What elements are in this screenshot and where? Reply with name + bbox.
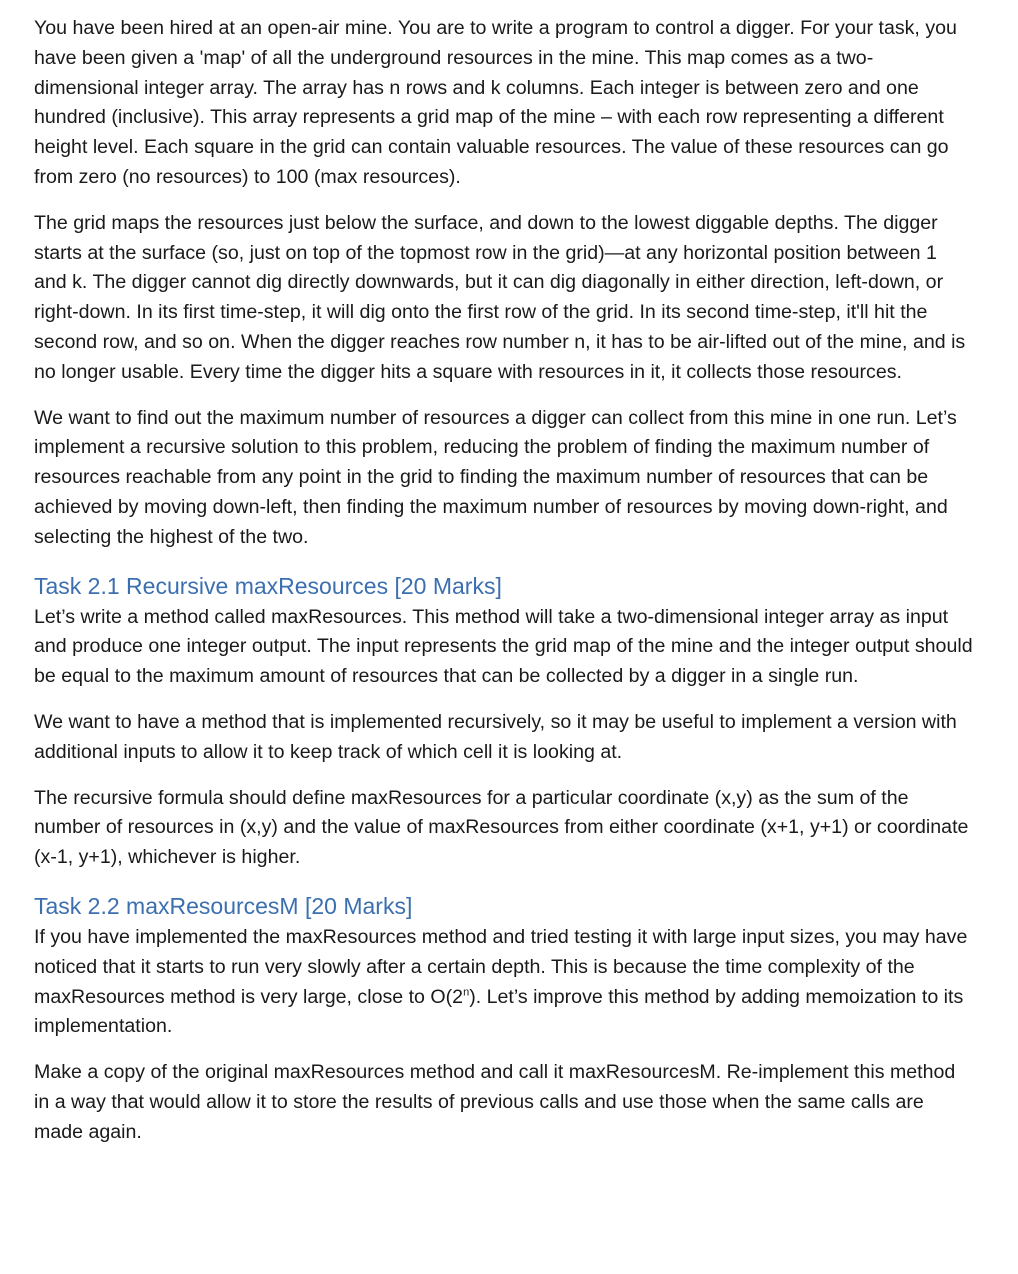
document-page xyxy=(34,14,974,1164)
task-2-2-paragraph-1 xyxy=(34,923,974,1042)
task-2-1-heading: Task 2.1 Recursive maxResources [20 Marks] xyxy=(34,572,502,599)
task-2-1-paragraph-3: The recursive formula should define maxResources for a particular coordinate (x,y) as the sum of the number of resources in (x,y) and the value of maxResources from either coordinate (x+1, y+1) or coordinate (x-1, y+1), whichever is higher. xyxy=(34,786,969,869)
intro-paragraph-1: You have been hired at an open-air mine. You are to write a program to control a digger. For your task, you have been given a 'map' of all the underground resources in the mine. This map comes as a two-dimensional integer array. The array has n rows and k columns. Each integer is between zero and one hundred (inclusive). This array represents a grid map of the mine – with each row representing a different height level. Each square in the grid can contain valuable resources. The value of these resources can go from zero (no resources) to 100 (max resources). xyxy=(34,17,957,188)
task-2-1-paragraph-1: Let’s write a method called maxResources. This method will take a two-dimensional integer array as input and produce one integer output. The input represents the grid map of the mine and the integer output should be equal to the maximum amount of resources that can be collected by a digger in a single run. xyxy=(34,605,973,688)
task-2-2-heading: Task 2.2 maxResourcesM [20 Marks] xyxy=(34,892,413,919)
intro-paragraph-3: We want to find out the maximum number of resources a digger can collect from this mine in one run. Let’s implement a recursive solution to this problem, reducing the problem of finding the maximum number of resources reachable from any point in the grid to finding the maximum number of resources that can be achieved by moving down-left, then finding the maximum number of resources by moving down-right, and selecting the highest of the two. xyxy=(34,406,957,548)
task-2-2-p1-text-a: If you have implemented the maxResources method and tried testing it with large input sizes, you may have noticed that it starts to run very slowly after a certain depth. This is because the time complexity of the maxResources method is very large, close to O(2 xyxy=(34,925,968,1008)
task-2-2-p1-text-b: ). Let’s improve this method by adding memoization to its implementation. xyxy=(34,985,964,1038)
task-2-2-paragraph-2: Make a copy of the original maxResources method and call it maxResourcesM. Re-implement this method in a way that would allow it to store the results of previous calls and use those when the same calls are made again. xyxy=(34,1061,956,1143)
task-2-1-paragraph-2: We want to have a method that is implemented recursively, so it may be useful to implement a version with additional inputs to allow it to keep track of which cell it is looking at. xyxy=(34,710,957,763)
intro-paragraph-2: The grid maps the resources just below the surface, and down to the lowest diggable depths. The digger starts at the surface (so, just on top of the topmost row in the grid)—at any horizontal position between 1 and k. The digger cannot dig directly downwards, but it can dig diagonally in either direction, left-down, or right-down. In its first time-step, it will dig onto the first row of the grid. In its second time-step, it'll hit the second row, and so on. When the digger reaches row number n, it has to be air-lifted out of the mine, and is no longer usable. Every time the digger hits a square with resources in it, it collects those resources. xyxy=(34,211,966,383)
exponent-n: n xyxy=(463,985,470,998)
